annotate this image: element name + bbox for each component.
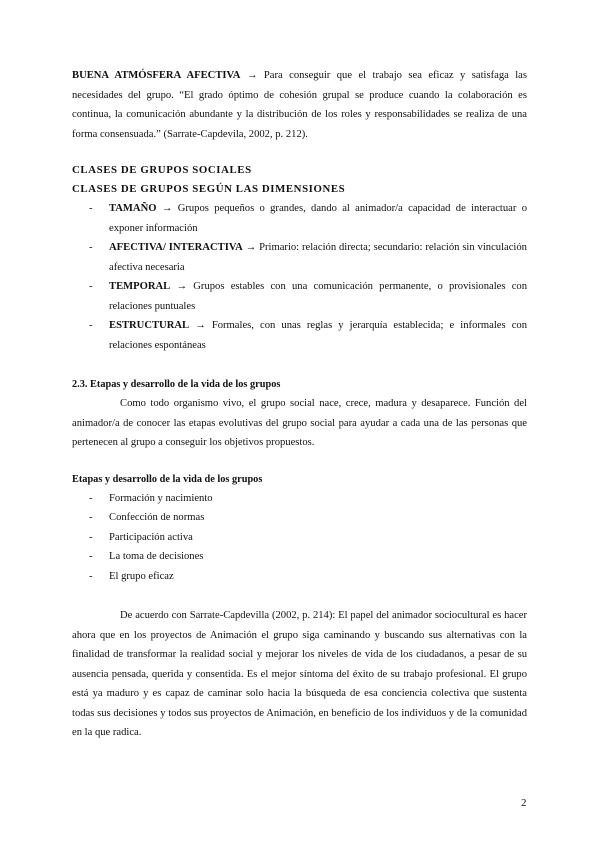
atmosphere-term: BUENA ATMÓSFERA AFECTIVA xyxy=(72,70,241,81)
atmosphere-paragraph xyxy=(72,66,527,144)
dimensions-list xyxy=(72,199,527,355)
dash-bullet: - xyxy=(89,512,93,523)
list-item xyxy=(72,199,527,238)
dash-bullet: - xyxy=(89,551,93,562)
heading-social-groups: CLASES DE GRUPOS SOCIALES xyxy=(72,164,252,176)
stage-text: Participación activa xyxy=(109,531,193,543)
list-item xyxy=(72,547,527,567)
arrow-icon: → xyxy=(245,242,257,253)
list-item xyxy=(72,489,527,509)
atmosphere-text: Para conseguir que el trabajo sea eficaz y satisfaga las necesidades del grupo. “El grado óptimo de cohesión grupal se produce cuando la colaboración es continua, la comunicación abundante y la distribución de los roles y responsabilidades se realiza de una forma consensuada.” (Sarrate-Capdevila, 2002, p. 212). xyxy=(72,70,528,140)
dash-bullet: - xyxy=(89,320,93,331)
document-page xyxy=(72,66,527,743)
dash-bullet: - xyxy=(89,281,93,292)
section-title: 2.3. Etapas y desarrollo de la vida de los grupos xyxy=(72,379,281,390)
dash-bullet: - xyxy=(89,492,93,504)
stage-text: La toma de decisiones xyxy=(109,551,204,562)
stage-text: Confección de normas xyxy=(109,512,205,523)
dimension-text: Formales, con unas reglas y jerarquía establecida; e informales con relaciones espontáneas xyxy=(109,320,527,351)
stage-text: Formación y nacimiento xyxy=(109,492,213,504)
dimension-term: ESTRUCTURAL xyxy=(109,320,190,331)
arrow-icon: → xyxy=(176,281,188,292)
stages-list xyxy=(72,489,527,587)
final-paragraph: De acuerdo con Sarrate-Capdevilla (2002, p. 214): El papel del animador sociocultural es hacer ahora que en los proyectos de Animación el grupo siga caminando y buscando sus alternativas con la finalidad de transformar la realidad social y mejorar los niveles de vida de los ciudadanos, a pesar de su ausencia pensada, querida y consentida. Es el mejor síntoma del éxito de su trabajo profesional. El grupo está ya maduro y es capaz de caminar solo hacia la búsqueda de esa conciencia colectiva que sustenta todas sus decisiones y todos sus proyectos de Animación, en beneficio de los individuos y de la comunidad en la que radica. xyxy=(72,610,527,738)
list-item xyxy=(72,316,527,355)
dimension-term: TEMPORAL xyxy=(109,281,171,292)
list-item xyxy=(72,567,527,587)
arrow-icon: → xyxy=(161,203,173,214)
list-item xyxy=(72,508,527,528)
list-item xyxy=(72,528,527,548)
dash-bullet: - xyxy=(89,570,93,582)
section-paragraph: Como todo organismo vivo, el grupo social nace, crece, madura y desaparece. Función del animador/a de conocer las etapas evolutivas del grupo social para ayudar a cada una de las personas que pertenecen al grupo a conseguir los objetivos propuestos. xyxy=(72,398,527,448)
arrow-icon: → xyxy=(246,70,258,81)
list-item xyxy=(72,238,527,277)
dash-bullet: - xyxy=(89,203,93,214)
stages-title: Etapas y desarrollo de la vida de los grupos xyxy=(72,473,263,485)
heading-group-dimensions: CLASES DE GRUPOS SEGÚN LAS DIMENSIONES xyxy=(72,183,346,195)
page-number: 2 xyxy=(521,797,527,809)
dimension-text: Primario: relación directa; secundario: relación sin vinculación afectiva necesaria xyxy=(109,242,527,273)
dash-bullet: - xyxy=(89,242,93,253)
dimension-term: TAMAÑO xyxy=(109,203,157,214)
arrow-icon: → xyxy=(195,320,206,331)
dash-bullet: - xyxy=(89,531,93,543)
stage-text: El grupo eficaz xyxy=(109,570,174,582)
dimension-term: AFECTIVA/ INTERACTIVA xyxy=(109,242,243,253)
dimension-text: Grupos pequeños o grandes, dando al animador/a capacidad de interactuar o exponer información xyxy=(109,203,527,234)
dimension-text: Grupos estables con una comunicación permanente, o provisionales con relaciones puntuales xyxy=(109,281,527,312)
list-item xyxy=(72,277,527,316)
